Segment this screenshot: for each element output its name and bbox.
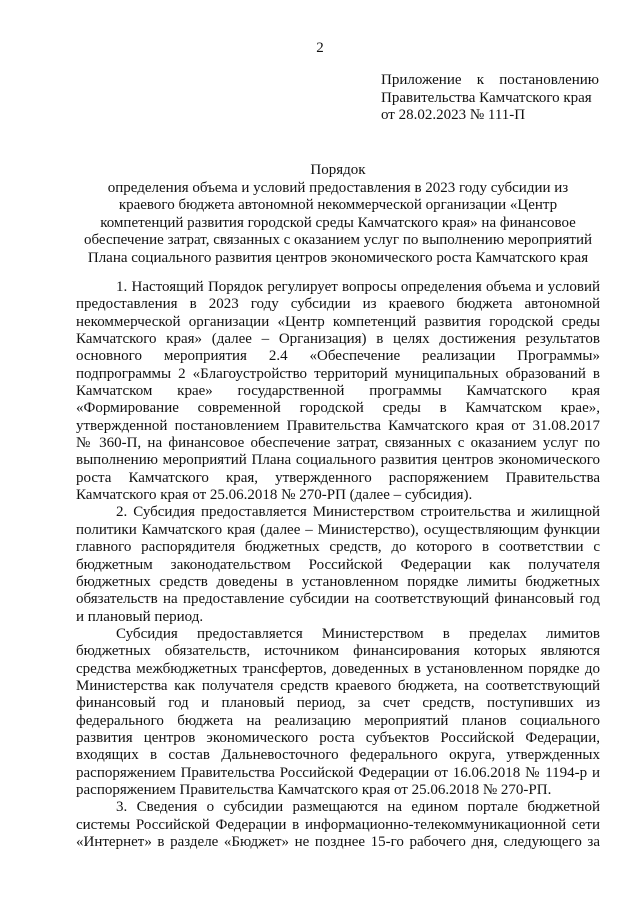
title-line: определения объема и условий предоставления в 2023 году субсидии из <box>107 179 569 196</box>
paragraph-line: роста Камчатского края, утвержденного распоряжением Правительства <box>76 469 600 486</box>
paragraph-line: 1. Настоящий Порядок регулирует вопросы определения объема и условий <box>116 279 600 295</box>
paragraph-line: распоряжением Правительства Российской Федерации от 16.06.2018 № 1194-р и <box>76 764 600 781</box>
paragraph-line: «Интернет» в разделе «Бюджет» не позднее 15-го рабочего дня, следующего за <box>76 834 600 850</box>
appendix-line-2: Правительства Камчатского края <box>381 89 592 106</box>
paragraph <box>76 279 600 504</box>
paragraph-line: главного распорядителя бюджетных средств, до которого в соответствии с <box>76 539 600 556</box>
paragraph-line: финансовый год и плановый период, за счет средств, поступивших из <box>76 695 600 712</box>
title-heading: Порядок <box>310 162 366 178</box>
paragraph-line: Субсидия предоставляется Министерством в пределах лимитов <box>116 625 600 642</box>
title-line: компетенций развития городской среды Камчатского края» на финансовое <box>100 214 576 231</box>
paragraph-line: основного мероприятия 2.4 «Обеспечение реализации Программы» <box>76 348 600 365</box>
title-line: обеспечение затрат, связанных с оказанием услуг по выполнению мероприятий <box>83 232 592 249</box>
title-line: краевого бюджета автономной некоммерческой организации «Центр <box>118 197 558 214</box>
paragraph-line: предоставления в 2023 году субсидии из краевого бюджета автономной <box>76 296 600 313</box>
paragraph-line: средства межбюджетных трансфертов, доведенных в установленном порядке до <box>76 660 600 677</box>
paragraph-line: Министерства как получателя средств краевого бюджета, на соответствующий <box>76 677 600 694</box>
title-line: Плана социального развития центров экономического роста Камчатского края <box>87 249 589 266</box>
paragraph-line: развития центров экономического роста субъектов Российской Федерации, <box>76 729 600 746</box>
paragraph-line: Камчатского края от 25.06.2018 № 270-РП (далее – субсидия). <box>76 487 473 504</box>
page-number: 2 <box>316 40 324 56</box>
paragraph-line: № 360-П, на финансовое обеспечение затрат, связанных с оказанием услуг по <box>76 435 600 452</box>
paragraph-line: федерального бюджета на реализацию мероприятий планов социального <box>76 712 600 729</box>
paragraph-line: и плановый период. <box>76 608 204 625</box>
paragraph-line: утвержденной постановлением Правительства Камчатского края от 31.08.2017 <box>76 417 600 434</box>
appendix-header <box>381 72 599 125</box>
paragraph-line: системы Российской Федерации в информационно-телекоммуникационной сети <box>76 816 600 833</box>
paragraph-line: бюджетных обязательств, источником финансирования которых являются <box>76 643 600 660</box>
paragraph-line: 3. Сведения о субсидии размещаются на едином портале бюджетной <box>116 799 600 816</box>
paragraph-line: выполнению мероприятий Плана социального развития центров экономического <box>76 452 600 469</box>
paragraph-line: обязательств на предоставление субсидии на соответствующий финансовый год <box>76 591 600 608</box>
paragraph-line: бюджетным законодательством Российской Федерации как получателя <box>76 556 600 573</box>
paragraph-line: некоммерческой организации «Центр компетенций развития городской среды <box>76 313 600 330</box>
paragraph-line: подпрограммы 2 «Благоустройство территорий муниципальных образований в <box>76 365 600 382</box>
document-body <box>76 279 600 851</box>
paragraph-line: Камчатском крае» государственной программы Камчатского края <box>76 383 600 400</box>
document-title <box>76 162 600 268</box>
paragraph-line: бюджетных средств доведены в установленном порядке лимиты бюджетных <box>76 573 600 590</box>
paragraph-line: распоряжением Правительства Камчатского края от 25.06.2018 № 270-РП. <box>76 781 552 798</box>
appendix-line-3: от 28.02.2023 № 111-П <box>381 107 526 123</box>
paragraph-line: «Формирование современной городской среды в Камчатском крае», <box>76 400 600 417</box>
paragraph <box>76 799 600 851</box>
paragraph-line: Камчатского края» (далее – Организация) в целях достижения результатов <box>76 331 600 348</box>
paragraph <box>76 626 600 799</box>
paragraph-line: 2. Субсидия предоставляется Министерством строительства и жилищной <box>116 504 600 521</box>
appendix-line-1: Приложение к постановлению <box>381 72 599 88</box>
paragraph-line: входящих в состав Дальневосточного федерального округа, утвержденных <box>76 747 600 764</box>
paragraph <box>76 504 600 625</box>
paragraph-line: политики Камчатского края (далее – Министерство), осуществляющим функции <box>76 521 600 538</box>
